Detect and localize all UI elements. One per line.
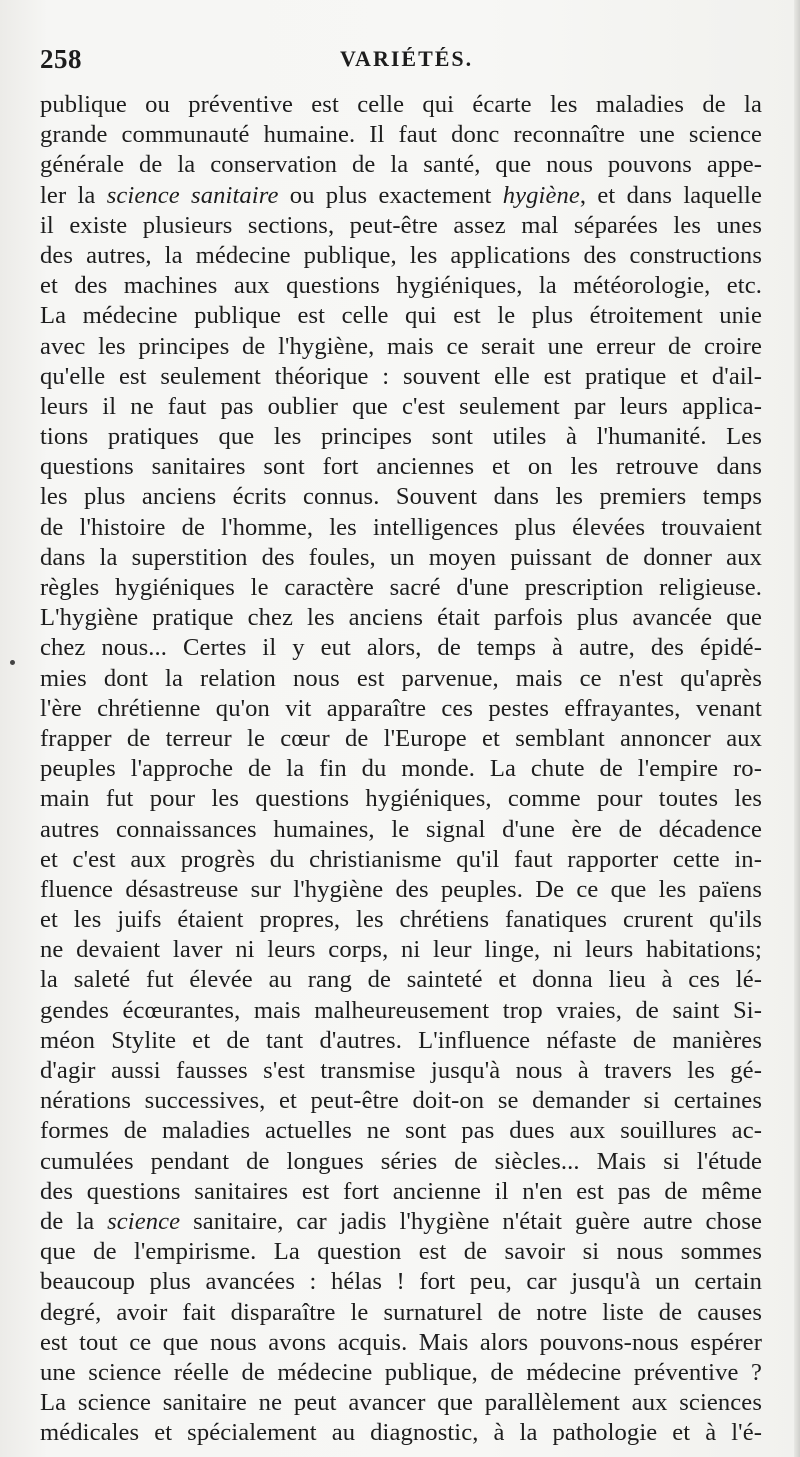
text-line [40,211,762,241]
text-line [40,90,762,120]
italic-text: science [107,1207,181,1235]
text-line [40,875,762,905]
italic-text: science sanitaire [106,181,279,209]
text-line [40,935,762,965]
text-line [40,422,762,452]
text-segment: règles hygiéniques le caractère sacré d'une prescription religieuse. [40,574,762,601]
page-header [0,30,800,80]
text-segment: de l'histoire de l'homme, les intelligences plus élevées trouvaient [40,513,762,541]
page-number: 258 [40,44,82,74]
text-line [40,452,762,482]
text-segment: tions pratiques que les principes sont utiles à l'humanité. Les [40,423,762,451]
text-segment: médicales et spécialement au diagnostic, à la pathologie et à l'é- [40,1419,762,1447]
text-segment: cumulées pendant de longues séries de siècles... Mais si l'étude [40,1147,762,1175]
text-segment: des autres, la médecine publique, les applications des constructions [40,241,762,269]
text-segment: et des machines aux questions hygiéniques, la météorologie, etc. [40,272,762,300]
text-segment: leurs il ne faut pas oublier que c'est seulement par leurs applica- [40,392,762,420]
text-line [40,1086,762,1116]
text-line [40,1056,762,1086]
text-segment: fluence désastreuse sur l'hygiène des peuples. De ce que les païens [40,875,762,903]
text-segment: méon Stylite et de tant d'autres. L'influence néfaste de manières [40,1026,762,1054]
text-line [40,754,762,784]
text-segment: nérations successives, et peut-être doit-on se demander si certaines [40,1087,762,1115]
text-segment: ler la [40,181,107,209]
text-segment: main fut pour les questions hygiéniques, comme pour toutes les [40,785,762,813]
text-line [40,1207,762,1237]
text-segment: une science réelle de médecine publique, de médecine préventive ? [40,1358,762,1386]
text-segment: dans la superstition des foules, un moyen puissant de donner aux [40,543,762,571]
text-line [40,996,762,1026]
italic-text: hygiène [502,181,580,209]
text-line [40,1237,762,1267]
text-segment: La science sanitaire ne peut avancer que parallèlement aux sciences [40,1389,762,1417]
text-line [40,724,762,754]
text-segment: de la [40,1207,108,1235]
text-line [40,1147,762,1177]
margin-ink-dot [10,660,15,665]
text-segment: est tout ce que nous avons acquis. Mais alors pouvons-nous espérer [40,1328,762,1356]
text-segment: la saleté fut élevée au rang de sainteté et donna lieu à ces lé- [40,966,762,994]
text-line [40,543,762,573]
text-segment: et c'est aux progrès du christianisme qu'il faut rapporter cette in- [40,845,762,873]
text-segment: La médecine publique est celle qui est le plus étroitement unie [40,302,762,330]
text-line [40,965,762,995]
text-segment: publique ou préventive est celle qui écarte les maladies de la [40,91,762,118]
text-line [40,1328,762,1358]
text-line [40,271,762,301]
text-line [40,664,762,694]
text-line [40,815,762,845]
text-segment: autres connaissances humaines, le signal d'une ère de décadence [40,815,762,843]
text-line [40,150,762,180]
running-title: VARIÉTÉS. [340,46,474,71]
text-line [40,1267,762,1297]
text-line [40,332,762,362]
text-segment: avec les principes de l'hygiène, mais ce serait une erreur de croire [40,332,762,360]
text-line [40,1026,762,1056]
text-line [40,905,762,935]
text-segment: les plus anciens écrits connus. Souvent dans les premiers temps [40,483,762,511]
text-segment: il existe plusieurs sections, peut-être assez mal séparées les unes [40,211,762,239]
text-line [40,603,762,633]
text-segment: chez nous... Certes il y eut alors, de temps à autre, des épidé- [40,634,762,662]
text-segment: gendes écœurantes, mais malheureusement trop vraies, de saint Si- [40,996,762,1024]
text-line [40,362,762,392]
text-line [40,301,762,331]
text-line [40,181,762,211]
text-line [40,573,762,603]
text-line [40,1177,762,1207]
text-line [40,784,762,814]
text-segment: L'hygiène pratique chez les anciens était parfois plus avancée que [40,604,762,632]
text-line [40,1298,762,1328]
text-line [40,482,762,512]
text-line [40,845,762,875]
text-segment: et les juifs étaient propres, les chrétiens fanatiques crurent qu'ils [40,906,762,934]
text-segment: frapper de terreur le cœur de l'Europe et semblant annoncer aux [40,724,762,752]
text-segment: degré, avoir fait disparaître le surnaturel de notre liste de causes [40,1298,762,1326]
text-segment: qu'elle est seulement théorique : souvent elle est pratique et d'ail- [40,362,762,390]
text-segment: mies dont la relation nous est parvenue, mais ce n'est qu'après [40,664,762,692]
text-line [40,633,762,663]
text-segment: l'ère chrétienne qu'on vit apparaître ces pestes effrayantes, venant [40,694,762,722]
text-line [40,1358,762,1388]
body-text [40,90,762,1448]
text-line [40,1418,762,1448]
text-line [40,1116,762,1146]
text-segment: des questions sanitaires est fort ancienne il n'en est pas de même [40,1177,762,1205]
text-segment: peuples l'approche de la fin du monde. La chute de l'empire ro- [40,755,762,783]
text-segment: générale de la conservation de la santé, que nous pouvons appe- [40,151,762,179]
text-segment: formes de maladies actuelles ne sont pas dues aux souillures ac- [40,1117,762,1145]
text-segment: , et dans laquelle [579,181,762,209]
text-line [40,392,762,422]
text-line [40,1388,762,1418]
text-segment: que de l'empirisme. La question est de savoir si nous sommes [40,1238,762,1266]
text-segment: d'agir aussi fausses s'est transmise jusqu'à nous à travers les gé- [40,1057,762,1084]
text-segment: sanitaire, car jadis l'hygiène n'était guère autre chose [180,1207,763,1235]
text-line [40,694,762,724]
text-segment: beaucoup plus avancées : hélas ! fort peu, car jusqu'à un certain [40,1268,762,1296]
text-line [40,513,762,543]
text-line [40,241,762,271]
text-segment: questions sanitaires sont fort anciennes et on les retrouve dans [40,453,762,481]
text-segment: grande communauté humaine. Il faut donc reconnaître une science [40,121,762,149]
text-line [40,120,762,150]
page-edge-shadow [794,0,800,1457]
text-segment: ne devaient laver ni leurs corps, ni leur linge, ni leurs habitations; [40,936,762,964]
text-segment: ou plus exactement [278,181,503,209]
